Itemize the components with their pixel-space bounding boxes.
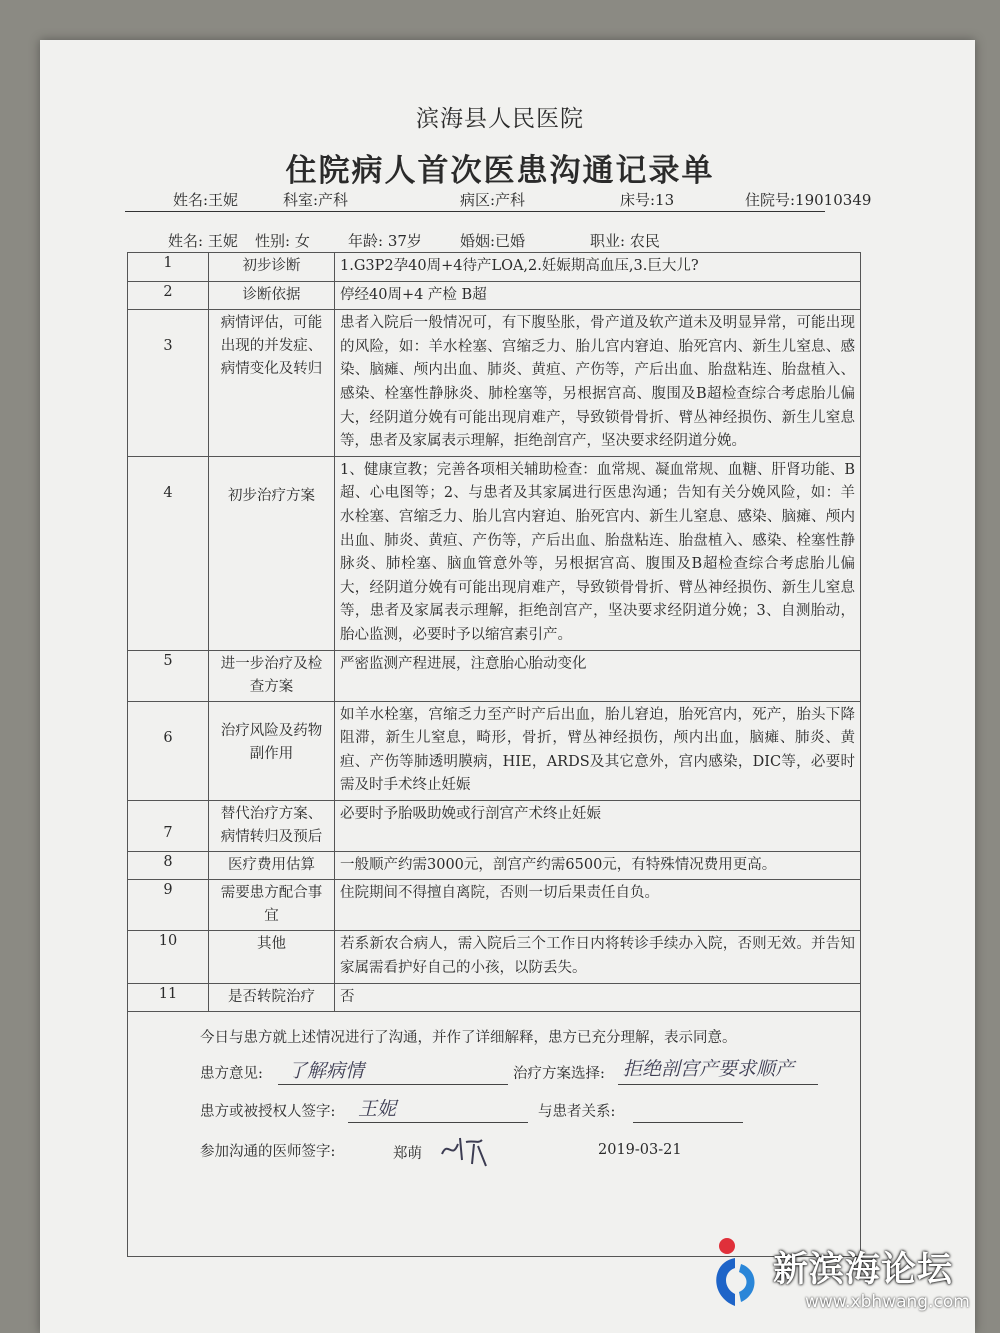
table-row xyxy=(128,281,861,310)
sign-date: 2019-03-21 xyxy=(598,1142,682,1159)
row-number: 7 xyxy=(128,800,209,851)
header-dept: 科室:产科 xyxy=(283,191,349,209)
row-number: 3 xyxy=(128,310,209,457)
row-label: 是否转院治疗 xyxy=(209,983,335,1012)
document-title: 住院病人首次医患沟通记录单 xyxy=(285,153,715,189)
header-row xyxy=(125,185,872,212)
row-number: 11 xyxy=(128,983,209,1012)
row-number: 6 xyxy=(128,701,209,800)
plan-handwriting: 拒绝剖宫产要求顺产 xyxy=(623,1058,795,1081)
row-content: 一般顺产约需3000元，剖宫产约需6500元，有特殊情况费用更高。 xyxy=(335,851,861,880)
row-content: 如羊水栓塞，宫缩乏力至产时产后出血，胎儿窘迫，胎死宫内，死产，胎头下降阻滞，新生儿窒息，畸形，骨折，臂丛神经损伤，颅内出血，脑瘫、肺炎、黄疸、产伤等肺透明膜病，HIE，ARDS及其它意外，宫内感染，DIC等，必要时需及时手术终止妊娠 xyxy=(335,701,861,800)
doctor-label: 参加沟通的医师签字: xyxy=(200,1144,336,1161)
consent-statement: 今日与患方就上述情况进行了沟通，并作了详细解释，患方已充分理解，表示同意。 xyxy=(200,1030,737,1047)
relation-line xyxy=(633,1102,743,1123)
signature-cell xyxy=(128,1012,861,1257)
row-content: 严密监测产程进展，注意胎心胎动变化 xyxy=(335,650,861,701)
header-name: 姓名:王妮 xyxy=(173,191,239,209)
opinion-label: 患方意见: xyxy=(200,1066,263,1083)
row-label: 进一步治疗及检查方案 xyxy=(209,650,335,701)
row-content: 患者入院后一般情况可，有下腹坠胀，骨产道及软产道未及明显异常，可能出现的风险，如：羊水栓塞、宫缩乏力、胎儿宫内窘迫、胎死宫内、新生儿窒息、感染、脑瘫、颅内出血、肺炎、黄疸、产伤等，产后出血、胎盘粘连、胎盘植入、感染、栓塞性静脉炎、肺栓塞等，另根据宫高、腹围及B超检查综合考虑胎儿偏大，经阴道分娩有可能出现肩难产，导致锁骨骨折、臂丛神经损伤、新生儿窒息等，患者及家属表示理解，拒绝剖宫产，坚决要求经阴道分娩。 xyxy=(335,310,861,457)
header-bed: 床号:13 xyxy=(620,191,675,209)
patient-job: 职业: 农民 xyxy=(590,232,660,250)
row-label: 初步治疗方案 xyxy=(209,456,335,650)
table-row xyxy=(128,650,861,701)
patient-marital: 婚姻:已婚 xyxy=(460,232,526,250)
forum-watermark xyxy=(705,1232,995,1327)
row-content: 否 xyxy=(335,983,861,1012)
table-row xyxy=(128,701,861,800)
table-row xyxy=(128,800,861,851)
opinion-handwriting: 了解病情 xyxy=(288,1060,365,1083)
row-content: 停经40周+4 产检 B超 xyxy=(335,281,861,310)
row-label: 诊断依据 xyxy=(209,281,335,310)
table-row xyxy=(128,253,861,282)
table-row xyxy=(128,851,861,880)
row-label: 病情评估，可能出现的并发症、病情变化及转归 xyxy=(209,310,335,457)
row-number: 2 xyxy=(128,281,209,310)
row-label: 医疗费用估算 xyxy=(209,851,335,880)
table-row xyxy=(128,983,861,1012)
table-row xyxy=(128,931,861,983)
plan-label: 治疗方案选择: xyxy=(513,1066,605,1083)
row-content: 若系新农合病人，需入院后三个工作日内将转诊手续办入院，否则无效。并告知家属需看护好自己的小孩，以防丢失。 xyxy=(335,931,861,983)
table-row xyxy=(128,880,861,931)
forum-logo-icon xyxy=(705,1236,767,1314)
table-row xyxy=(128,456,861,650)
row-number: 10 xyxy=(128,931,209,983)
patient-sex: 性别: 女 xyxy=(255,232,310,250)
row-content: 1、健康宣教；完善各项相关辅助检查：血常规、凝血常规、血糖、肝肾功能、B超、心电图等；2、与患者及其家属进行医患沟通；告知有关分娩风险，如：羊水栓塞、宫缩乏力、胎儿宫内窘迫、胎死宫内、新生儿窒息、感染、脑瘫、颅内出血、肺炎、黄疸、产伤等，产后出血、胎盘粘连、胎盘植入、感染、栓塞性静脉炎、肺栓塞、脑血管意外等，另根据宫高、腹围及B超检查综合考虑胎儿偏大，经阴道分娩有可能出现肩难产，导致锁骨骨折、臂丛神经损伤、新生儿窒息等，患者及家属表示理解，拒绝剖宫产，坚决要求经阴道分娩；3、自测胎动，胎心监测，必要时予以缩宫素引产。 xyxy=(335,456,861,650)
table-row xyxy=(128,310,861,457)
hospital-name: 滨海县人民医院 xyxy=(416,106,584,132)
header-ward: 病区:产科 xyxy=(460,191,526,209)
signature-section xyxy=(128,1012,861,1257)
relation-label: 与患者关系: xyxy=(538,1104,616,1121)
row-number: 1 xyxy=(128,253,209,282)
patient-age: 年龄: 37岁 xyxy=(348,232,422,250)
forum-url: www.xbhwang.com xyxy=(805,1292,970,1312)
row-content: 1.G3P2孕40周+4待产LOA,2.妊娠期高血压,3.巨大儿? xyxy=(335,253,861,282)
row-label: 需要患方配合事宜 xyxy=(209,880,335,931)
row-label: 治疗风险及药物副作用 xyxy=(209,701,335,800)
row-number: 5 xyxy=(128,650,209,701)
doctor-signature-scribble xyxy=(438,1130,498,1170)
row-number: 4 xyxy=(128,456,209,650)
row-content: 住院期间不得擅自离院，否则一切后果责任自负。 xyxy=(335,880,861,931)
communication-table xyxy=(127,252,861,1257)
row-number: 8 xyxy=(128,851,209,880)
row-label: 替代治疗方案、病情转归及预后 xyxy=(209,800,335,851)
signer-handwriting: 王妮 xyxy=(358,1098,397,1121)
header-admission-no: 住院号:19010349 xyxy=(745,191,872,209)
row-content: 必要时予胎吸助娩或行剖宫产术终止妊娠 xyxy=(335,800,861,851)
row-number: 9 xyxy=(128,880,209,931)
forum-name: 新滨海论坛 xyxy=(773,1250,954,1290)
doctor-name: 郑萌 xyxy=(393,1146,422,1163)
signer-label: 患方或被授权人签字: xyxy=(200,1104,336,1121)
row-label: 其他 xyxy=(209,931,335,983)
patient-name: 姓名: 王妮 xyxy=(168,232,238,250)
row-label: 初步诊断 xyxy=(209,253,335,282)
